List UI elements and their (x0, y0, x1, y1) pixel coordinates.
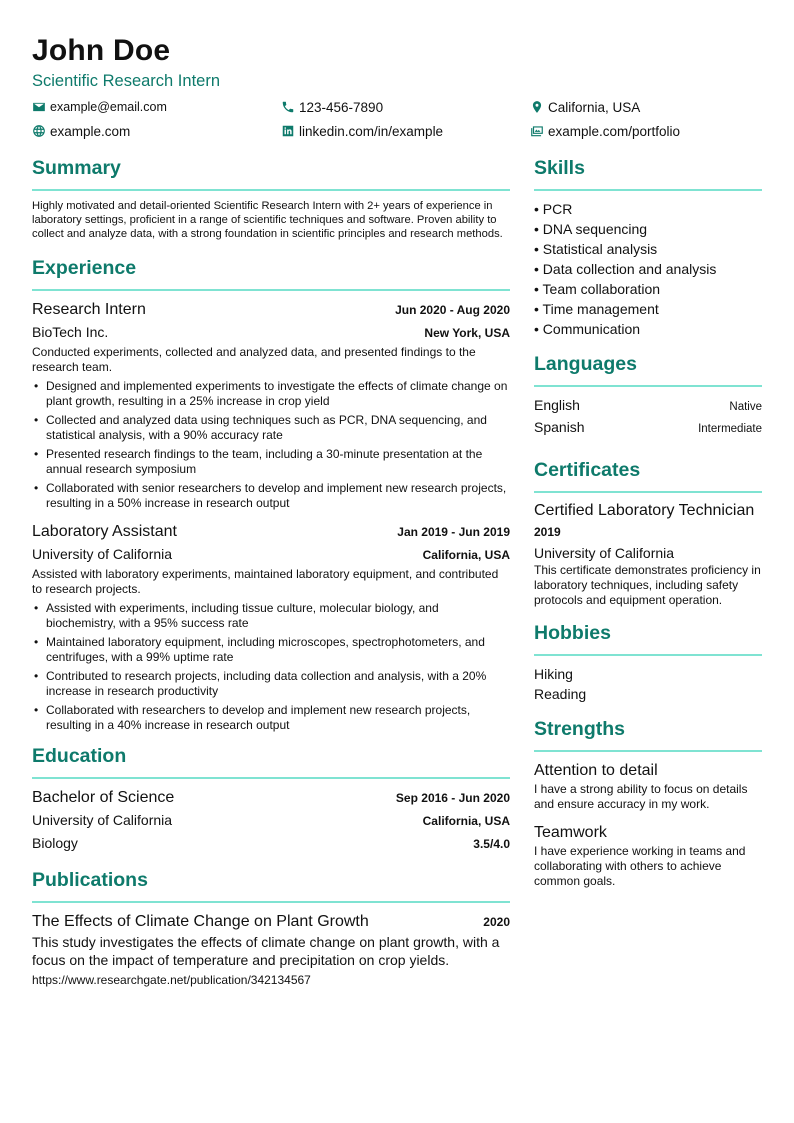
job-title: Laboratory Assistant (32, 523, 177, 540)
experience-section (32, 255, 510, 733)
section-divider (32, 189, 510, 191)
job-entry (32, 299, 510, 511)
hobby-item: Hiking (534, 666, 573, 682)
summary-section (32, 155, 510, 241)
hobby-item: Reading (534, 686, 587, 702)
strengths-heading: Strengths (534, 718, 626, 740)
certificate-description: This certificate demonstrates proficiency in laboratory techniques, including safety protocols and equipment operation. (534, 563, 761, 607)
linkedin-text: linkedin.com/in/example (299, 123, 444, 139)
languages-heading: Languages (534, 353, 637, 375)
skill-item: • DNA sequencing (534, 221, 648, 237)
contact-portfolio[interactable] (530, 123, 762, 139)
skills-heading: Skills (534, 157, 585, 179)
contact-phone[interactable] (281, 99, 530, 115)
experience-heading: Experience (32, 257, 137, 279)
skills-section (534, 155, 762, 339)
main-column (32, 155, 510, 989)
section-divider (534, 385, 762, 387)
job-company: University of California (32, 546, 173, 562)
summary-text: Highly motivated and detail-oriented Scientific Research Intern with 2+ years of experience in laboratory settings, proficient in a range of scientific techniques and software. Proven ability to collect and analyze data, with a strong foundation in scientific principles and research methods. (32, 200, 503, 240)
education-gpa: 3.5/4.0 (473, 837, 510, 851)
job-bullet: • Collaborated with senior researchers to develop and implement new research projects, resulting in a 50% increase in research output (32, 481, 510, 511)
language-name: English (534, 397, 580, 413)
job-bullet: • Collaborated with researchers to develop and implement new research projects, resulting in a 40% increase in research output (32, 703, 510, 733)
section-divider (534, 750, 762, 752)
phone-icon (281, 100, 295, 114)
phone-text: 123-456-7890 (299, 99, 384, 115)
section-divider (32, 901, 510, 903)
language-level: Intermediate (698, 423, 762, 435)
contact-website[interactable] (32, 123, 281, 139)
job-bullet: • Designed and implemented experiments to investigate the effects of climate change on plant growth, resulting in a 25% increase in crop yield (32, 379, 510, 409)
linkedin-icon (281, 124, 295, 138)
language-item (534, 417, 762, 439)
education-section (32, 743, 510, 861)
section-divider (534, 189, 762, 191)
job-location: California, USA (422, 548, 510, 562)
certificate-year: 2019 (534, 525, 561, 539)
skill-item: • Communication (534, 321, 641, 337)
job-bullet: • Contributed to research projects, including data collection and analysis, with a 20% increase in research productivity (32, 669, 510, 699)
publications-section (32, 867, 510, 989)
education-school: University of California (32, 812, 173, 828)
job-bullet: • Maintained laboratory equipment, including microscopes, spectrophotometers, and centrifuges, with a 99% uptime rate (32, 635, 510, 665)
publications-heading: Publications (32, 869, 148, 891)
job-entry (32, 521, 510, 733)
job-description: Assisted with laboratory experiments, maintained laboratory equipment, and contributed to research projects. (32, 567, 499, 596)
hobbies-section (534, 620, 762, 704)
job-dates: Jan 2019 - Jun 2019 (397, 525, 510, 539)
skill-item: • Team collaboration (534, 281, 661, 297)
language-name: Spanish (534, 419, 585, 435)
contact-info (32, 99, 762, 139)
job-bullets (32, 379, 510, 511)
skills-list (534, 199, 762, 339)
job-bullet: • Collected and analyzed data using techniques such as PCR, DNA sequencing, and statistical analysis, with a 90% accuracy rate (32, 413, 510, 443)
job-bullet: • Assisted with experiments, including tissue culture, molecular biology, and biochemistry, with a 95% success rate (32, 601, 510, 631)
contact-linkedin[interactable] (281, 123, 530, 139)
job-dates: Jun 2020 - Aug 2020 (395, 303, 510, 317)
globe-icon (32, 124, 46, 138)
job-bullet: • Presented research findings to the team, including a 30-minute presentation at the annual research symposium (32, 447, 510, 477)
education-degree: Bachelor of Science (32, 789, 175, 806)
language-level: Native (729, 401, 762, 413)
certificate-title: Certified Laboratory Technician (534, 502, 755, 519)
certificates-section (534, 457, 762, 608)
job-company: BioTech Inc. (32, 324, 109, 340)
contact-location (530, 99, 762, 115)
summary-heading: Summary (32, 157, 121, 179)
strengths-section (534, 716, 762, 889)
strength-title: Teamwork (534, 824, 607, 841)
publication-title: The Effects of Climate Change on Plant Growth (32, 913, 369, 930)
certificate-issuer: University of California (534, 545, 675, 561)
education-heading: Education (32, 745, 127, 767)
map-pin-icon (530, 100, 544, 114)
section-divider (534, 654, 762, 656)
skill-item: • Statistical analysis (534, 241, 658, 257)
skill-item: • Time management (534, 301, 659, 317)
envelope-icon (32, 100, 46, 114)
skill-item: • Data collection and analysis (534, 261, 717, 277)
job-title: Research Intern (32, 301, 146, 318)
sidebar-column (534, 155, 762, 989)
education-location: California, USA (422, 814, 510, 828)
section-divider (32, 777, 510, 779)
section-divider (534, 491, 762, 493)
hobbies-heading: Hobbies (534, 622, 611, 644)
email-text: example@email.com (50, 100, 167, 114)
location-text: California, USA (548, 99, 641, 115)
publication-link[interactable]: https://www.researchgate.net/publication/342134567 (32, 973, 311, 987)
certificates-heading: Certificates (534, 459, 641, 481)
candidate-title: Scientific Research Intern (32, 72, 221, 90)
strength-title: Attention to detail (534, 762, 658, 779)
education-field: Biology (32, 835, 78, 851)
strength-description: I have a strong ability to focus on details and ensure accuracy in my work. (534, 782, 748, 811)
portfolio-text: example.com/portfolio (548, 123, 681, 139)
portfolio-icon (530, 124, 544, 138)
section-divider (32, 289, 510, 291)
contact-email[interactable] (32, 99, 281, 115)
language-item (534, 395, 762, 417)
education-dates: Sep 2016 - Jun 2020 (395, 791, 510, 805)
skill-item: • PCR (534, 201, 573, 217)
website-text: example.com (50, 123, 131, 139)
strength-description: I have experience working in teams and collaborating with others to achieve common goals. (534, 844, 746, 888)
candidate-name: John Doe (32, 34, 171, 67)
publication-description: This study investigates the effects of climate change on plant growth, with a focus on the impact of temperature and precipitation on crop yields. (32, 934, 500, 968)
languages-section (534, 351, 762, 457)
job-description: Conducted experiments, collected and analyzed data, and presented findings to the research team. (32, 345, 476, 374)
publication-year: 2020 (483, 915, 510, 929)
job-bullets (32, 601, 510, 733)
job-location: New York, USA (424, 326, 510, 340)
